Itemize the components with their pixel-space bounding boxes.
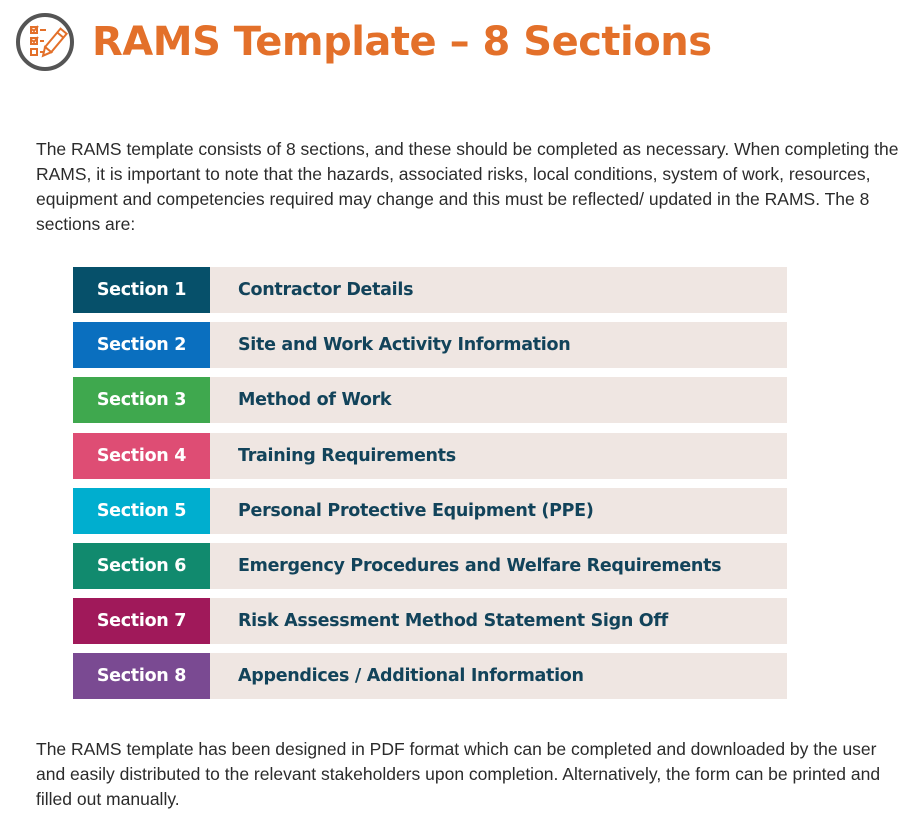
page-title: RAMS Template – 8 Sections <box>92 19 712 65</box>
section-title: Contractor Details <box>210 267 787 313</box>
section-row <box>73 488 787 534</box>
section-tag: Section 8 <box>73 653 210 699</box>
section-title: Training Requirements <box>210 433 787 479</box>
section-row <box>73 653 787 699</box>
section-title: Appendices / Additional Information <box>210 653 787 699</box>
checklist-pencil-icon <box>16 13 74 71</box>
section-tag: Section 1 <box>73 267 210 313</box>
section-title: Method of Work <box>210 377 787 423</box>
section-row <box>73 267 787 313</box>
section-tag: Section 3 <box>73 377 210 423</box>
sections-list <box>73 267 787 709</box>
section-tag: Section 6 <box>73 543 210 589</box>
section-row <box>73 322 787 368</box>
section-tag: Section 2 <box>73 322 210 368</box>
page-header <box>16 10 712 74</box>
section-row <box>73 543 787 589</box>
section-row <box>73 377 787 423</box>
section-tag: Section 4 <box>73 433 210 479</box>
section-row <box>73 598 787 644</box>
intro-paragraph: The RAMS template consists of 8 sections, and these should be completed as necessary. When completing the RAMS, it is important to note that the hazards, associated risks, local conditions, system of work, resources, equipment and competencies required may change and this must be reflected/ updated in the RAMS. The 8 sections are: <box>36 139 899 234</box>
section-row <box>73 433 787 479</box>
outro-paragraph: The RAMS template has been designed in PDF format which can be completed and downloaded by the user and easily distributed to the relevant stakeholders upon completion. Alternatively, the form can be printed and filled out manually. <box>36 739 881 809</box>
section-title: Risk Assessment Method Statement Sign Off <box>210 598 787 644</box>
section-title: Personal Protective Equipment (PPE) <box>210 488 787 534</box>
section-title: Emergency Procedures and Welfare Requirements <box>210 543 787 589</box>
section-title: Site and Work Activity Information <box>210 322 787 368</box>
section-tag: Section 5 <box>73 488 210 534</box>
section-tag: Section 7 <box>73 598 210 644</box>
